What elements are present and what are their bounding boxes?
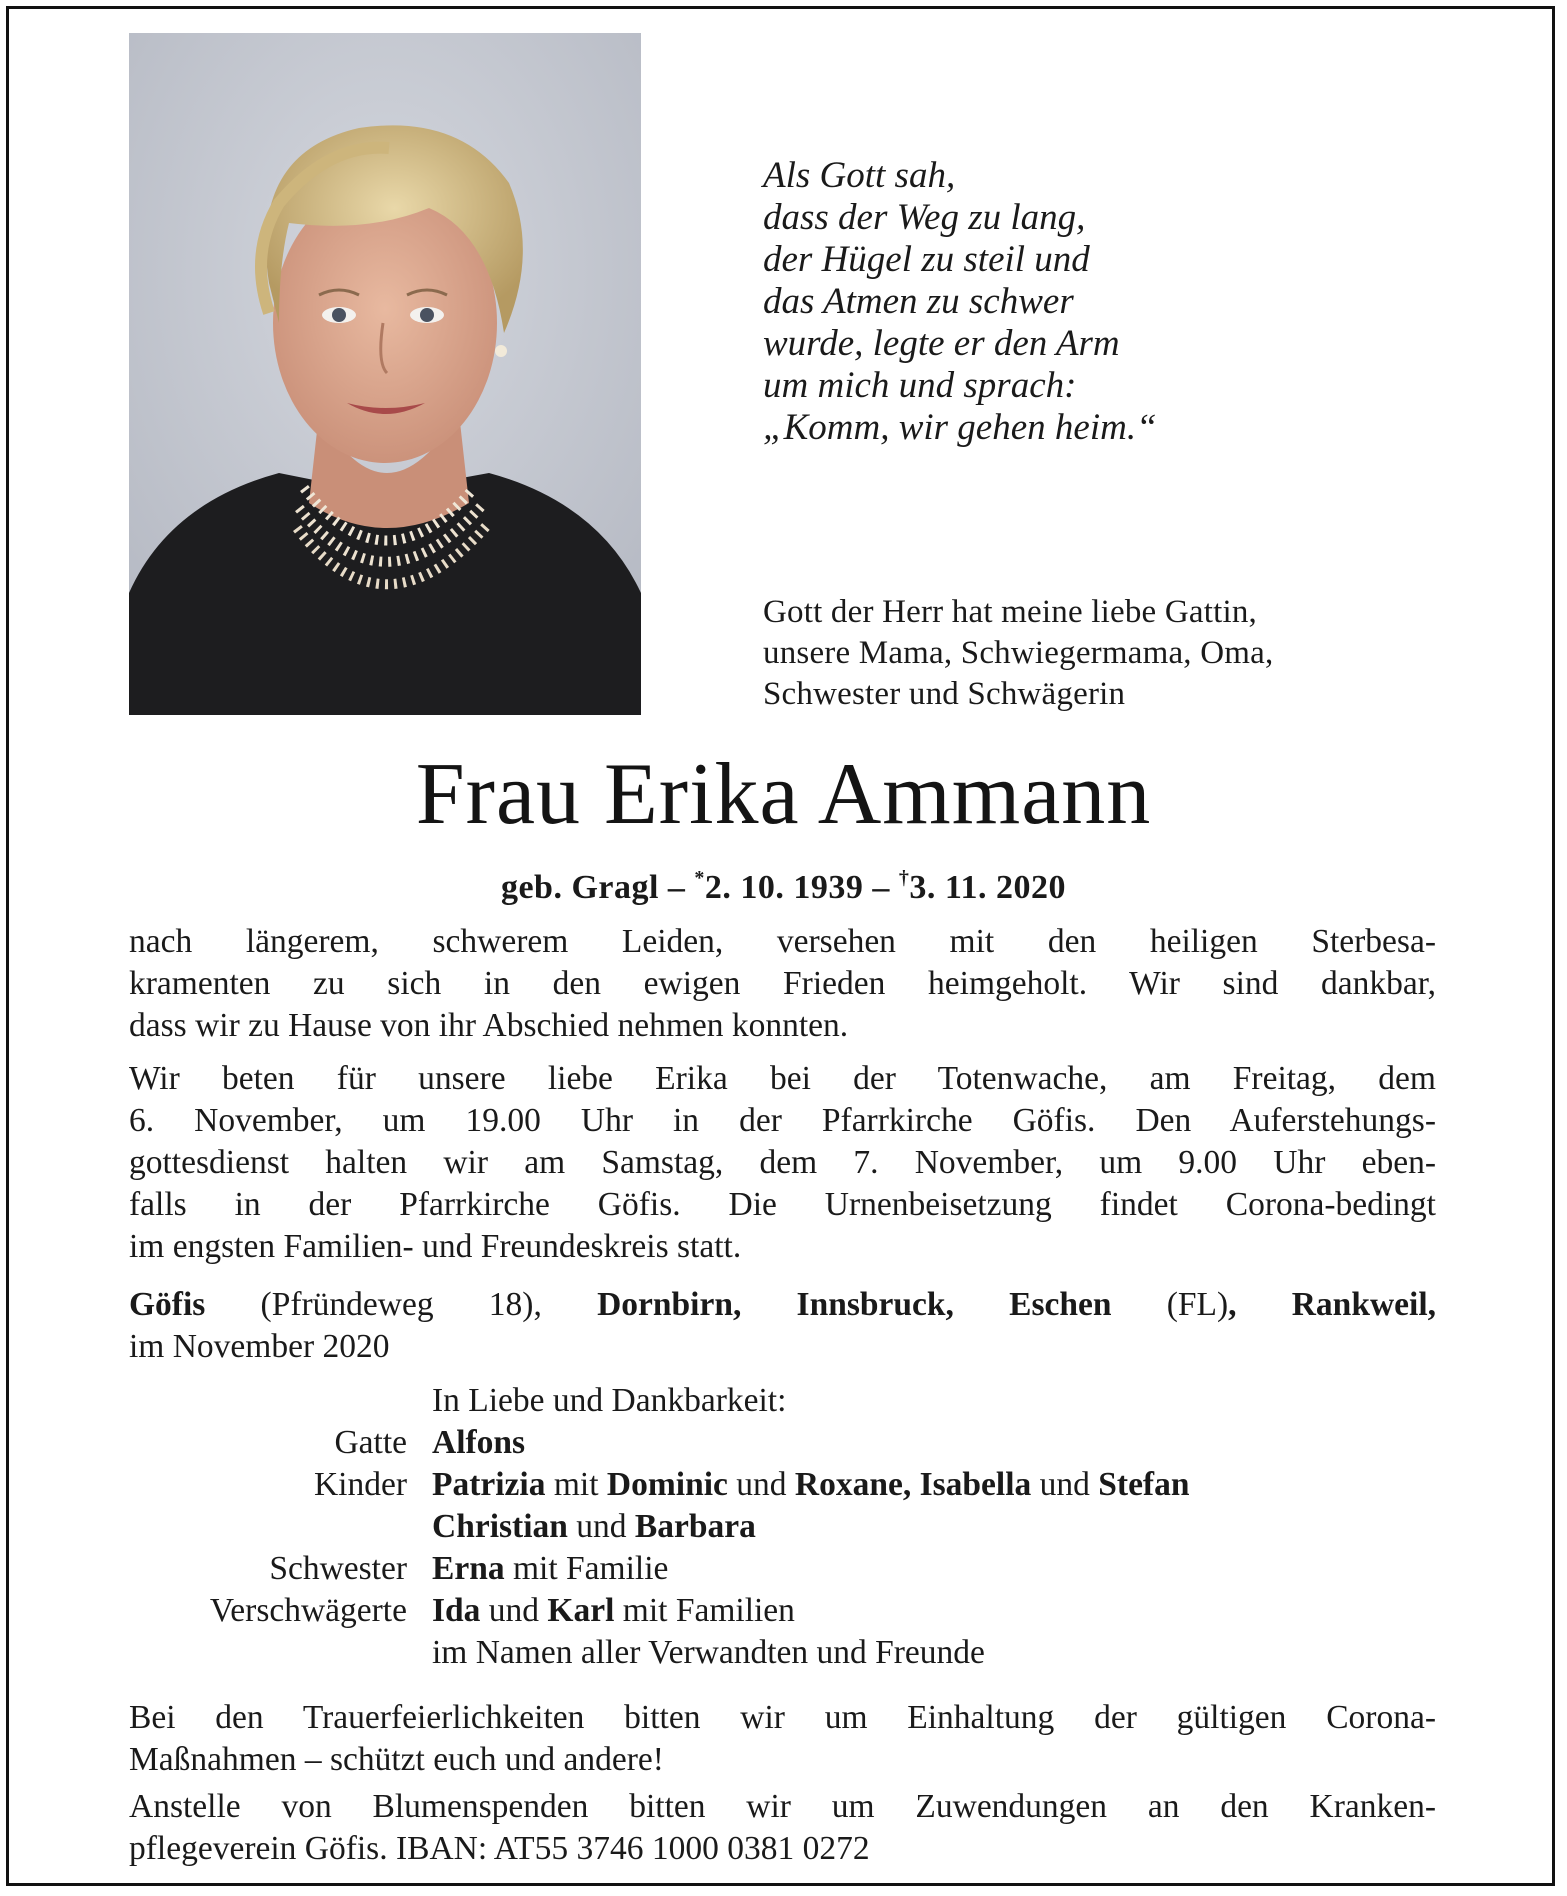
text-line: 6. November, um 19.00 Uhr in der Pfarrkirche Göfis. Den Auferstehungs-: [129, 1102, 1436, 1139]
place-date: im November 2020: [129, 1328, 390, 1365]
iban-line: pflegeverein Göfis. IBAN: AT55 3746 1000 0381 0272: [129, 1830, 870, 1867]
place-name: Göfis: [129, 1286, 206, 1323]
text-line: kramenten zu sich in den ewigen Frieden heimgeholt. Wir sind dankbar,: [129, 965, 1436, 1002]
relation-label: Kinder: [313, 1466, 407, 1503]
relation-label: Schwester: [269, 1550, 407, 1587]
signoff-heading: In Liebe und Dankbarkeit:: [432, 1382, 787, 1419]
text-line: im engsten Familien- und Freundeskreis statt.: [129, 1228, 742, 1265]
connector-text: und: [480, 1592, 548, 1629]
poem-line: „Komm, wir gehen heim.“: [763, 407, 1157, 448]
mourner-name: Karl: [547, 1592, 615, 1629]
intro-line: unsere Mama, Schwiegermama, Oma,: [763, 635, 1274, 671]
mourner-name: Barbara: [634, 1508, 756, 1545]
relation-names: [432, 1422, 525, 1464]
poem: [763, 155, 1157, 449]
place-note: (FL): [1111, 1286, 1229, 1323]
intro-line: Gott der Herr hat meine liebe Gattin,: [763, 594, 1257, 630]
mourner-name: Christian: [432, 1508, 568, 1545]
mourner-name: Ida: [432, 1592, 481, 1629]
connector-text: mit: [545, 1466, 607, 1503]
relation-label: Verschwägerte: [209, 1592, 407, 1629]
signoff-closing-row: [0, 1632, 1567, 1674]
poem-line: um mich und sprach:: [763, 365, 1077, 406]
mourner-row-kinder-cont: [0, 1506, 1567, 1548]
signoff-closing: im Namen aller Verwandten und Freunde: [432, 1634, 985, 1671]
relation-names: [432, 1464, 1189, 1506]
relation-names: [432, 1506, 756, 1548]
connector-text: und: [727, 1466, 795, 1503]
birth-date: 2. 10. 1939 –: [704, 869, 890, 906]
mourner-row-schwester: [0, 1548, 1567, 1590]
relation-names: [432, 1590, 795, 1632]
text-line: Maßnahmen – schützt euch und andere!: [129, 1741, 664, 1778]
poem-line: dass der Weg zu lang,: [763, 197, 1086, 238]
poem-line: Als Gott sah,: [763, 155, 956, 196]
mourner-name: Stefan: [1098, 1466, 1190, 1503]
mourner-row-verschwaegerte: [0, 1590, 1567, 1632]
place-name: Dornbirn, Innsbruck, Eschen: [597, 1286, 1112, 1323]
death-mark: †: [898, 867, 910, 889]
portrait-photo: [129, 33, 641, 715]
places-paragraph: [129, 1284, 1436, 1368]
mourner-name: Patrizia: [432, 1466, 546, 1503]
places-line: [129, 1284, 1436, 1326]
mourners-list: [0, 1380, 1567, 1674]
connector-text: und: [567, 1508, 635, 1545]
text-line: falls in der Pfarrkirche Göfis. Die Urnenbeisetzung findet Corona-bedingt: [129, 1186, 1436, 1223]
text-line: gottesdienst halten wir am Samstag, dem 7. November, um 9.00 Uhr eben-: [129, 1144, 1436, 1181]
intro-line: Schwester und Schwägerin: [763, 676, 1126, 712]
poem-line: der Hügel zu steil und: [763, 239, 1090, 280]
connector-text: mit Familie: [504, 1550, 669, 1587]
mourner-row-kinder: [0, 1464, 1567, 1506]
mourner-name: Erna: [432, 1550, 505, 1587]
connector-text: mit Familien: [614, 1592, 795, 1629]
text-line: Anstelle von Blumenspenden bitten wir um Zuwendungen an den Kranken-: [129, 1788, 1436, 1825]
mourner-row-gatte: [0, 1422, 1567, 1464]
announcement-intro: [763, 592, 1273, 715]
poem-line: wurde, legte er den Arm: [763, 323, 1120, 364]
place-note: (Pfründeweg 18),: [205, 1286, 598, 1323]
death-date: 3. 11. 2020: [909, 869, 1067, 906]
relation-label: Gatte: [334, 1424, 407, 1461]
text-line: dass wir zu Hause von ihr Abschied nehmen konnten.: [129, 1007, 849, 1044]
mourner-name: Dominic: [606, 1466, 728, 1503]
text-line: nach längerem, schwerem Leiden, versehen mit den heiligen Sterbesa-: [129, 923, 1436, 960]
deceased-name: Frau Erika Ammann: [415, 746, 1152, 843]
mourner-name: Alfons: [432, 1424, 526, 1461]
life-dates: [0, 857, 1567, 909]
passing-paragraph: [129, 921, 1436, 1047]
donation-notice: [129, 1786, 1436, 1870]
place-name: , Rankweil,: [1228, 1286, 1436, 1323]
relation-names: [432, 1548, 668, 1590]
connector-text: und: [1031, 1466, 1099, 1503]
poem-line: das Atmen zu schwer: [763, 281, 1074, 322]
birth-mark: *: [694, 867, 705, 889]
portrait-illustration: [129, 33, 641, 715]
corona-notice: [129, 1697, 1436, 1781]
born-name: geb. Gragl –: [500, 869, 686, 906]
mourner-name: Roxane, Isabella: [794, 1466, 1032, 1503]
text-line: Wir beten für unsere liebe Erika bei der Totenwache, am Freitag, dem: [129, 1060, 1436, 1097]
signoff-heading-row: [0, 1380, 1567, 1422]
service-paragraph: [129, 1058, 1436, 1268]
text-line: Bei den Trauerfeierlichkeiten bitten wir um Einhaltung der gültigen Corona-: [129, 1699, 1436, 1736]
